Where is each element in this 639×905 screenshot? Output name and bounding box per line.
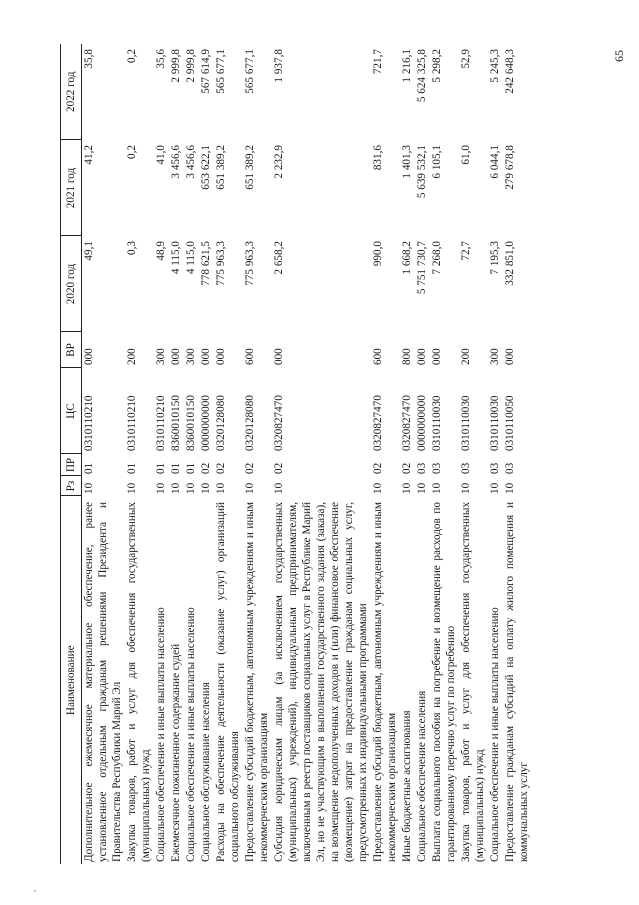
cell-name: Социальное обеспечение и иные выплаты населению: [489, 607, 501, 862]
table-row: [458, 44, 487, 864]
cell-rz: 10: [200, 482, 212, 494]
cell-2022: 5 624 325,8: [416, 49, 428, 103]
cell-name: Предоставление субсидий бюджетным, автономным учреждениям и иным некоммерческим организациям: [372, 502, 398, 862]
cell-pr: 01: [170, 462, 182, 474]
cell-2020: 1 668,2: [401, 241, 413, 275]
cell-2022: 565 677,1: [244, 49, 256, 94]
cell-pr: 02: [200, 462, 212, 474]
cell-vr: 000: [200, 348, 212, 365]
cell-2022: 52,9: [460, 49, 472, 69]
cell-pr: 02: [401, 462, 413, 474]
cell-vr: 200: [460, 348, 472, 365]
cell-2022: 5 245,3: [489, 49, 501, 83]
cell-vr: 000: [504, 348, 516, 365]
table-body: [82, 44, 532, 864]
cell-2020: 7 195,3: [489, 241, 501, 275]
cell-pr: 03: [431, 462, 443, 474]
rotated-page-content: [60, 44, 600, 864]
cell-2022: 565 677,1: [215, 49, 227, 94]
cell-name: Субсидия юридическим лицам (за исключением государственных (муниципальных) учреждений), индивидуальным предпринимателям, включенным в реестр поставщиков социальных услуг в Республике Марий Эл, но не участвующим в выполнении государственного задания (заказа), на возмещение недополученных доходов и (или) финансовое обеспечение (возмещение) затрат на предоставление гражданам социальных услуг, предусмотренных их индивидуальными программами: [273, 502, 369, 862]
cell-name: Предоставление субсидий бюджетным, автономным учреждениям и иным некоммерческим организациям: [244, 502, 270, 862]
cell-rz: 10: [244, 482, 256, 494]
cell-cs: 0000000000: [200, 395, 212, 451]
cell-pr: 02: [273, 462, 285, 474]
cell-cs: 0320827470: [372, 395, 384, 451]
cell-rz: 10: [460, 482, 472, 494]
cell-2021: 41,0: [155, 145, 167, 165]
cell-cs: 0310110210: [126, 395, 138, 451]
header-2021: 2021 год: [61, 140, 82, 236]
cell-vr: 000: [83, 348, 95, 365]
cell-name: Социальное обслуживание населения: [200, 682, 212, 862]
cell-2020: 4 115,0: [185, 241, 197, 275]
table-row: [399, 44, 414, 864]
cell-rz: 10: [401, 482, 413, 494]
cell-name: Закупка товаров, работ и услуг для обеспечения государственных (муниципальных) нужд: [126, 502, 152, 862]
table-row: [124, 44, 153, 864]
page-number: 65: [612, 50, 626, 62]
cell-2022: 242 648,3: [504, 49, 516, 94]
cell-name: Расходы на обеспечение деятельности (оказание услуг) организаций социального обслуживания: [215, 502, 241, 862]
table-row: [82, 44, 125, 864]
cell-pr: 01: [185, 462, 197, 474]
cell-pr: 01: [126, 462, 138, 474]
cell-cs: 0320827470: [401, 395, 413, 451]
table-row: [168, 44, 183, 864]
cell-2022: 1 937,8: [273, 49, 285, 83]
header-cs: ЦС: [61, 368, 82, 454]
header-name: Наименование: [61, 496, 82, 864]
cell-vr: 600: [244, 348, 256, 365]
cell-2020: 990,0: [372, 241, 384, 267]
cell-cs: 0310110030: [489, 395, 501, 451]
cell-2021: 6 044,1: [489, 145, 501, 179]
cell-2020: 778 621,5: [200, 241, 212, 286]
cell-rz: 10: [416, 482, 428, 494]
table-header-row: [61, 44, 82, 864]
cell-rz: 10: [372, 482, 384, 494]
table-row: [429, 44, 458, 864]
cell-2020: 49,1: [83, 241, 95, 261]
cell-2021: 651 389,2: [244, 145, 256, 190]
cell-2020: 72,7: [460, 241, 472, 261]
table-row: [487, 44, 502, 864]
cell-cs: 0310110210: [83, 395, 95, 451]
table-row: [242, 44, 271, 864]
cell-name: Социальное обеспечение населения: [416, 690, 428, 862]
cell-2022: 721,7: [372, 49, 384, 75]
cell-2022: 567 614,9: [200, 49, 212, 94]
cell-vr: 300: [489, 348, 501, 365]
cell-name: Выплата социального пособия на погребение и возмещение расходов по гарантированному перечню услуг по погребению: [431, 502, 457, 862]
cell-cs: 0320128080: [244, 395, 256, 451]
cell-rz: 10: [489, 482, 501, 494]
cell-pr: 03: [416, 462, 428, 474]
cell-2020: 4 115,0: [170, 241, 182, 275]
cell-2020: 48,9: [155, 241, 167, 261]
cell-rz: 10: [431, 482, 443, 494]
cell-rz: 10: [273, 482, 285, 494]
header-2022: 2022 год: [61, 44, 82, 140]
header-2020: 2020 год: [61, 236, 82, 332]
cell-2020: 5 751 730,7: [416, 241, 428, 295]
cell-2021: 1 401,3: [401, 145, 413, 179]
scan-mark: [34, 890, 36, 892]
cell-2022: 35,8: [83, 49, 95, 69]
cell-2021: 279 678,8: [504, 145, 516, 190]
cell-2021: 3 456,6: [170, 145, 182, 179]
cell-2021: 5 639 532,1: [416, 145, 428, 199]
cell-pr: 02: [372, 462, 384, 474]
cell-cs: 8360010150: [170, 395, 182, 451]
header-vr: ВР: [61, 332, 82, 368]
cell-name: Социальное обеспечение и иные выплаты населению: [185, 607, 197, 862]
cell-rz: 10: [126, 482, 138, 494]
cell-vr: 200: [126, 348, 138, 365]
table-row: [370, 44, 399, 864]
table-row: [153, 44, 168, 864]
cell-2022: 5 298,2: [431, 49, 443, 83]
cell-rz: 10: [215, 482, 227, 494]
cell-vr: 600: [372, 348, 384, 365]
cell-vr: 800: [401, 348, 413, 365]
cell-rz: 10: [185, 482, 197, 494]
cell-name: Закупка товаров, работ и услуг для обеспечения государственных (муниципальных) нужд: [460, 502, 486, 862]
cell-pr: 03: [460, 462, 472, 474]
cell-2021: 2 232,9: [273, 145, 285, 179]
cell-2020: 7 268,0: [431, 241, 443, 275]
cell-2022: 2 999,8: [170, 49, 182, 83]
cell-pr: 02: [215, 462, 227, 474]
header-pr: ПР: [61, 454, 82, 476]
cell-cs: 0310110030: [431, 395, 443, 451]
cell-pr: 03: [489, 462, 501, 474]
cell-vr: 000: [170, 348, 182, 365]
cell-2020: 332 851,0: [504, 241, 516, 286]
cell-pr: 01: [83, 462, 95, 474]
cell-2021: 61,0: [460, 145, 472, 165]
cell-rz: 10: [155, 482, 167, 494]
cell-2021: 831,6: [372, 145, 384, 171]
cell-cs: 0320128080: [215, 395, 227, 451]
cell-2020: 775 963,3: [215, 241, 227, 286]
table-row: [414, 44, 429, 864]
cell-pr: 01: [155, 462, 167, 474]
cell-2021: 3 456,6: [185, 145, 197, 179]
cell-2022: 1 216,1: [401, 49, 413, 83]
cell-cs: 0310110210: [155, 395, 167, 451]
cell-rz: 10: [504, 482, 516, 494]
cell-name: Предоставление гражданам субсидий на оплату жилого помещения и коммунальных услуг: [504, 502, 530, 862]
table-row: [271, 44, 370, 864]
cell-name: Социальное обеспечение и иные выплаты населению: [155, 607, 167, 862]
table-row: [213, 44, 242, 864]
cell-2022: 2 999,8: [185, 49, 197, 83]
cell-name: Ежемесячное пожизненное содержание судей: [170, 643, 182, 862]
cell-vr: 300: [185, 348, 197, 365]
cell-vr: 000: [215, 348, 227, 365]
cell-pr: 02: [244, 462, 256, 474]
table-row: [198, 44, 213, 864]
cell-2022: 35,6: [155, 49, 167, 69]
cell-rz: 10: [83, 482, 95, 494]
cell-2021: 653 622,1: [200, 145, 212, 190]
cell-vr: 000: [431, 348, 443, 365]
cell-2020: 2 658,2: [273, 241, 285, 275]
cell-2021: 651 389,2: [215, 145, 227, 190]
budget-table: [60, 44, 531, 864]
cell-cs: 0320827470: [273, 395, 285, 451]
cell-cs: 8360010150: [185, 395, 197, 451]
cell-rz: 10: [170, 482, 182, 494]
cell-vr: 000: [273, 348, 285, 365]
cell-pr: 03: [504, 462, 516, 474]
cell-cs: 0000000000: [416, 395, 428, 451]
cell-2021: 0,2: [126, 145, 138, 159]
header-rz: Рз: [61, 476, 82, 496]
table-row: [183, 44, 198, 864]
cell-name: Иные бюджетные ассигнования: [401, 710, 413, 862]
cell-2021: 6 105,1: [431, 145, 443, 179]
cell-2020: 775 963,3: [244, 241, 256, 286]
cell-2022: 0,2: [126, 49, 138, 63]
table-row: [502, 44, 531, 864]
cell-2020: 0,3: [126, 241, 138, 255]
cell-cs: 0310110050: [504, 395, 516, 451]
cell-2021: 41,2: [83, 145, 95, 165]
cell-vr: 000: [416, 348, 428, 365]
cell-vr: 300: [155, 348, 167, 365]
cell-name: Дополнительное ежемесячное материальное обеспечение, ранее установленное отдельным гражданам решениями Президента и Правительства Республики Марий Эл: [83, 502, 123, 862]
cell-cs: 0310110030: [460, 395, 472, 451]
